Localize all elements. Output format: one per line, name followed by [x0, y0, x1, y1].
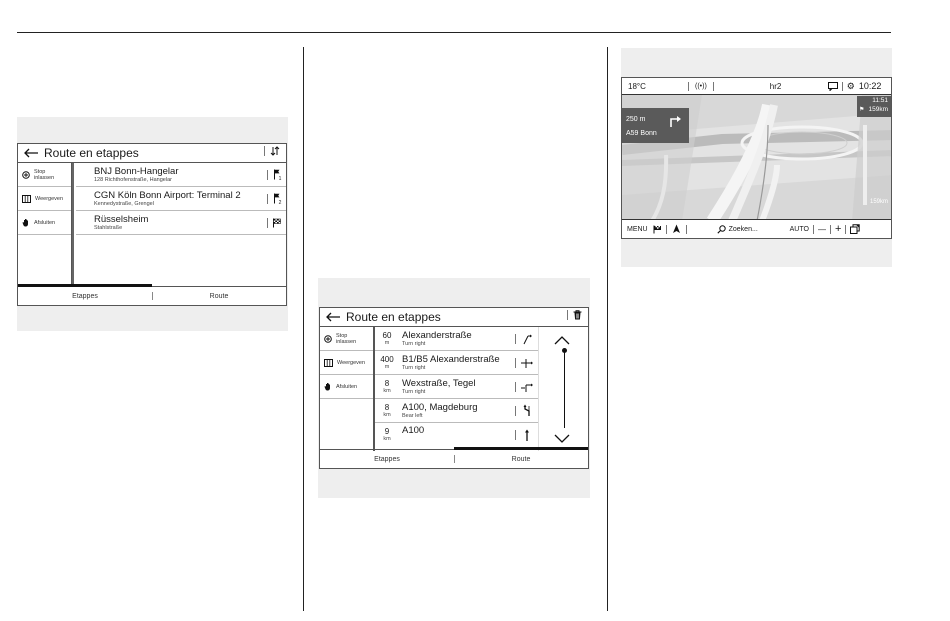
maneuver-action: Bear left	[402, 412, 423, 419]
temperature: 18°C	[628, 81, 646, 91]
destination-name: Rüsselsheim	[94, 213, 149, 225]
maneuver-road: A100	[402, 425, 425, 436]
header-separator	[567, 310, 568, 320]
scrollbar-thumb[interactable]	[562, 348, 567, 353]
straight-ahead-icon	[516, 429, 538, 442]
map-view-icon	[22, 195, 31, 203]
list-divider	[72, 163, 74, 286]
map-bottom-bar	[622, 219, 891, 238]
side-item-label: Weergeven	[35, 195, 64, 202]
route-screen-route	[319, 307, 589, 469]
scroll-up-icon[interactable]	[554, 332, 570, 350]
side-item-label: Afsluiten	[34, 219, 56, 226]
route-screen-etappes	[17, 143, 287, 306]
tab-route[interactable]	[454, 450, 588, 468]
tab-bar	[18, 286, 286, 305]
back-arrow-icon[interactable]	[320, 308, 346, 326]
back-arrow-icon[interactable]	[18, 144, 44, 162]
tab-etappes[interactable]	[18, 287, 152, 305]
table-row[interactable]	[375, 351, 538, 375]
toolbar-separator	[686, 225, 687, 234]
screen-header	[320, 308, 588, 327]
tab-label: Etappes	[72, 292, 98, 300]
screen-title: Route en etappes	[44, 146, 139, 160]
side-item-label: Stop inlassen	[34, 168, 55, 181]
maneuver-distance: 250 m	[626, 116, 646, 123]
side-menu	[18, 163, 72, 286]
destination-address: Stahlstraße	[94, 224, 123, 231]
search-field[interactable]: Zoeken...	[728, 225, 758, 233]
waypoint-flag-icon	[268, 168, 286, 182]
tab-bar	[320, 449, 588, 468]
side-item-weergeven[interactable]	[18, 187, 71, 211]
side-item-afsluiten[interactable]	[320, 375, 373, 399]
gear-icon[interactable]: ⚙	[846, 80, 855, 91]
table-row[interactable]	[375, 375, 538, 399]
maneuver-action: Turn right	[402, 388, 426, 395]
tab-label: Route	[511, 455, 531, 463]
maneuver-unit: km	[383, 436, 391, 442]
maneuver-road: B1/B5 Alexanderstraße	[402, 353, 500, 365]
side-item-stop-inlassen[interactable]	[18, 163, 71, 187]
eta-distance: 159km	[868, 106, 888, 113]
destination-flag-icon[interactable]	[653, 225, 662, 234]
stop-hand-icon	[22, 218, 30, 227]
zoom-out-button[interactable]: —	[817, 224, 826, 234]
toolbar-separator	[845, 225, 846, 234]
header-separator	[264, 146, 265, 156]
add-stop-icon	[22, 171, 30, 179]
status-separator	[842, 82, 843, 91]
turn-right-icon	[668, 114, 682, 128]
radio-station: hr2	[769, 81, 782, 91]
map-layers-icon[interactable]	[850, 224, 860, 234]
message-icon[interactable]	[828, 82, 838, 91]
auto-zoom-button[interactable]: AUTO	[789, 225, 809, 233]
tab-route[interactable]	[152, 287, 286, 305]
eta-panel	[857, 96, 891, 117]
add-stop-icon	[324, 335, 332, 343]
column-divider-right	[607, 47, 608, 611]
turn-right-icon	[516, 381, 538, 393]
status-bar	[622, 78, 891, 95]
table-row[interactable]	[375, 423, 538, 447]
finish-flag-icon: ⚑	[859, 107, 865, 113]
side-item-weergeven[interactable]	[320, 351, 373, 375]
destination-address: Kennedystraße, Grengel	[94, 200, 154, 207]
maneuver-road: A59 Bonn	[626, 130, 657, 137]
side-item-label: Stop inlassen	[336, 332, 357, 345]
table-row[interactable]	[375, 327, 538, 351]
maneuver-distance: 60	[382, 330, 392, 340]
turn-right-icon	[516, 357, 538, 369]
finish-flag-icon	[268, 218, 286, 228]
destination-address: 128 Richthofenstraße, Hangelar	[94, 176, 172, 183]
side-item-afsluiten[interactable]	[18, 211, 71, 235]
rows-right-divider	[538, 327, 539, 451]
side-menu	[320, 327, 374, 451]
screen-title: Route en etappes	[346, 310, 441, 324]
maneuver-unit: km	[383, 387, 391, 394]
tab-label: Route	[209, 292, 229, 300]
turn-right-icon	[516, 333, 538, 345]
top-rule	[17, 32, 891, 33]
column-divider-left	[303, 47, 304, 611]
tab-etappes[interactable]	[320, 450, 454, 468]
clock: 10:22	[858, 81, 882, 91]
tab-label: Etappes	[374, 455, 400, 463]
screen-header	[18, 144, 286, 163]
maneuver-distance: 9	[384, 427, 390, 436]
side-item-stop-inlassen[interactable]	[320, 327, 373, 351]
toolbar-separator	[666, 225, 667, 234]
eta-time: 11:51	[872, 97, 888, 104]
trash-icon[interactable]	[573, 310, 582, 320]
maneuver-road: Alexanderstraße	[402, 329, 472, 341]
list-item[interactable]	[76, 211, 286, 235]
maneuver-distance: 8	[384, 378, 390, 388]
waypoint-number: 2	[278, 199, 282, 206]
list-item[interactable]	[76, 163, 286, 187]
maneuver-road: Wexstraße, Tegel	[402, 377, 476, 389]
destination-name: CGN Köln Bonn Airport: Terminal 2	[94, 189, 241, 201]
menu-button[interactable]: MENU	[627, 225, 648, 233]
maneuver-action: Turn right	[402, 364, 426, 371]
navigation-map-screen	[621, 77, 892, 239]
maneuver-action: Turn right	[402, 340, 426, 347]
maneuver-unit: m	[384, 363, 390, 370]
maneuver-distance: 8	[384, 402, 390, 412]
bear-left-icon	[516, 404, 538, 417]
search-icon[interactable]	[717, 225, 726, 234]
north-arrow-icon[interactable]	[672, 224, 681, 235]
toolbar-separator	[830, 225, 831, 234]
maneuver-panel	[622, 108, 689, 143]
maneuver-road: A100, Magdeburg	[402, 401, 478, 413]
waypoint-number: 1	[278, 175, 282, 182]
scale-label: 159km	[869, 199, 888, 205]
antenna-icon: ((•))	[695, 82, 707, 90]
stop-hand-icon	[324, 382, 332, 391]
side-item-label: Weergeven	[337, 359, 366, 366]
sort-icon[interactable]	[270, 146, 280, 156]
status-separator	[713, 82, 714, 91]
zoom-in-button[interactable]: +	[834, 223, 842, 235]
map-view-icon	[324, 359, 333, 367]
toolbar-separator	[813, 225, 814, 234]
list-item[interactable]	[76, 187, 286, 211]
maneuver-distance: 400	[380, 354, 394, 364]
maneuver-unit: m	[384, 339, 390, 346]
side-item-label: Afsluiten	[336, 383, 358, 390]
destination-name: BNJ Bonn-Hangelar	[94, 165, 179, 177]
status-separator	[688, 82, 689, 91]
maneuver-unit: km	[383, 411, 391, 418]
scrollbar-track[interactable]	[564, 352, 565, 428]
table-row[interactable]	[375, 399, 538, 423]
waypoint-flag-icon	[268, 192, 286, 206]
